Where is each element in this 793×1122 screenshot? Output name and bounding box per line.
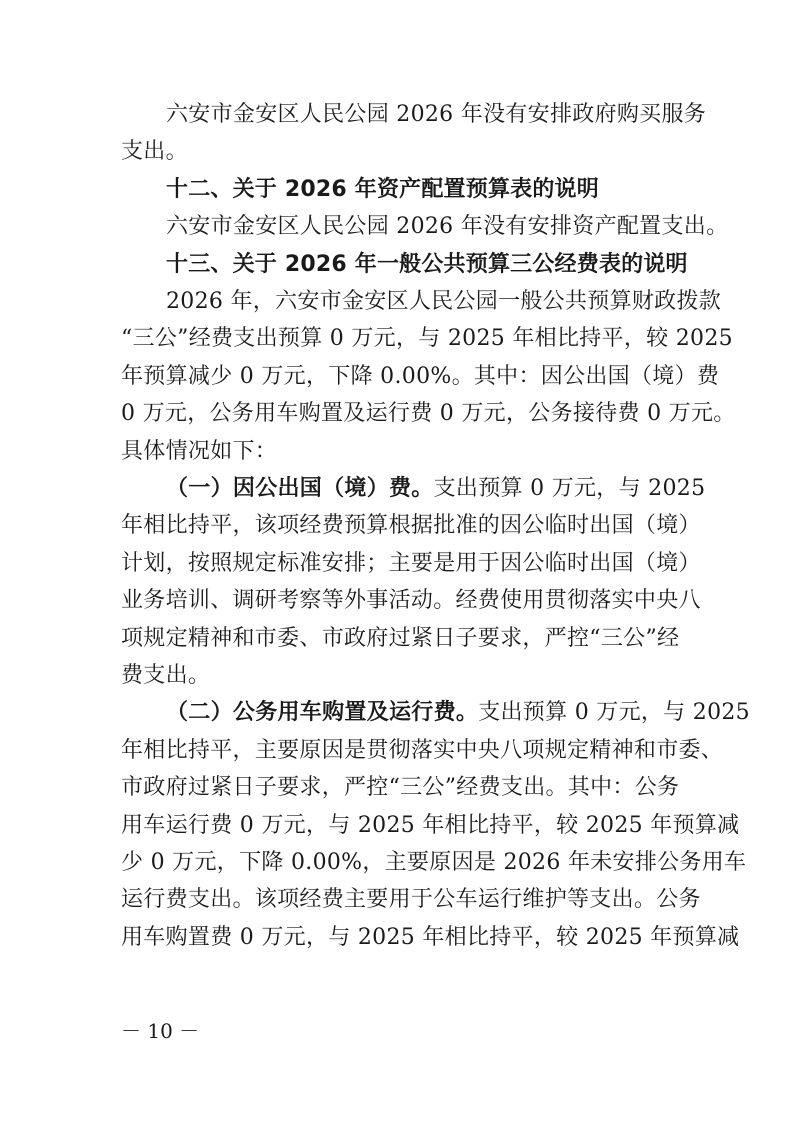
para-asset-config: 六安市金安区人民公园 2026 年没有安排资产配置支出。	[166, 214, 729, 239]
subsection-2-line-7: 用车购置费 0 万元，与 2025 年相比持平，较 2025 年预算减	[121, 925, 740, 950]
section-heading-12: 十二、关于 2026 年资产配置预算表的说明	[166, 177, 599, 202]
para-purchase-services-line-1: 六安市金安区人民公园 2026 年没有安排政府购买服务	[166, 102, 707, 127]
subsection-1-line-5: 项规定精神和市委、市政府过紧日子要求，严控“三公”经	[121, 626, 680, 651]
subsection-1-line-1	[166, 474, 705, 504]
subsection-2-line-2: 年相比持平，主要原因是贯彻落实中央八项规定精神和市委、	[121, 738, 724, 763]
para-three-public-line-4: 0 万元，公务用车购置及运行费 0 万元，公务接待费 0 万元。	[121, 401, 736, 426]
section-heading-13: 十三、关于 2026 年一般公共预算三公经费表的说明	[166, 252, 688, 277]
subsection-1-lead: 支出预算 0 万元，与 2025	[433, 476, 706, 501]
subsection-2-line-1	[166, 698, 750, 728]
subsection-2-line-3: 市政府过紧日子要求，严控“三公”经费支出。其中：公务	[121, 775, 680, 800]
subsection-1-line-2: 年相比持平，该项经费预算根据批准的因公临时出国（境）	[121, 513, 701, 538]
para-three-public-line-1: 2026 年，六安市金安区人民公园一般公共预算财政拨款	[166, 289, 722, 314]
para-three-public-line-2: “三公”经费支出预算 0 万元，与 2025 年相比持平，较 2025	[121, 326, 733, 351]
subsection-2-line-4: 用车运行费 0 万元，与 2025 年相比持平，较 2025 年预算减	[121, 813, 740, 838]
subsection-1-line-6: 费支出。	[121, 663, 211, 688]
subsection-2-heading: （二）公务用车购置及运行费。	[166, 700, 479, 725]
para-three-public-line-3: 年预算减少 0 万元，下降 0.00%。其中：因公出国（境）费	[121, 364, 720, 389]
subsection-2-line-6: 运行费支出。该项经费主要用于公车运行维护等支出。公务	[121, 887, 701, 912]
para-purchase-services-line-2: 支出。	[121, 139, 188, 164]
subsection-2-line-5: 少 0 万元，下降 0.00%，主要原因是 2026 年未安排公务用车	[121, 850, 747, 875]
subsection-1-heading: （一）因公出国（境）费。	[166, 476, 434, 501]
subsection-2-lead: 支出预算 0 万元，与 2025	[478, 700, 750, 725]
subsection-1-line-4: 业务培训、调研考察等外事活动。经费使用贯彻落实中央八	[121, 588, 701, 613]
para-three-public-line-5: 具体情况如下：	[121, 439, 278, 464]
page-number: － 10 －	[121, 1019, 200, 1043]
subsection-1-line-3: 计划，按照规定标准安排；主要是用于因公临时出国（境）	[121, 551, 701, 576]
